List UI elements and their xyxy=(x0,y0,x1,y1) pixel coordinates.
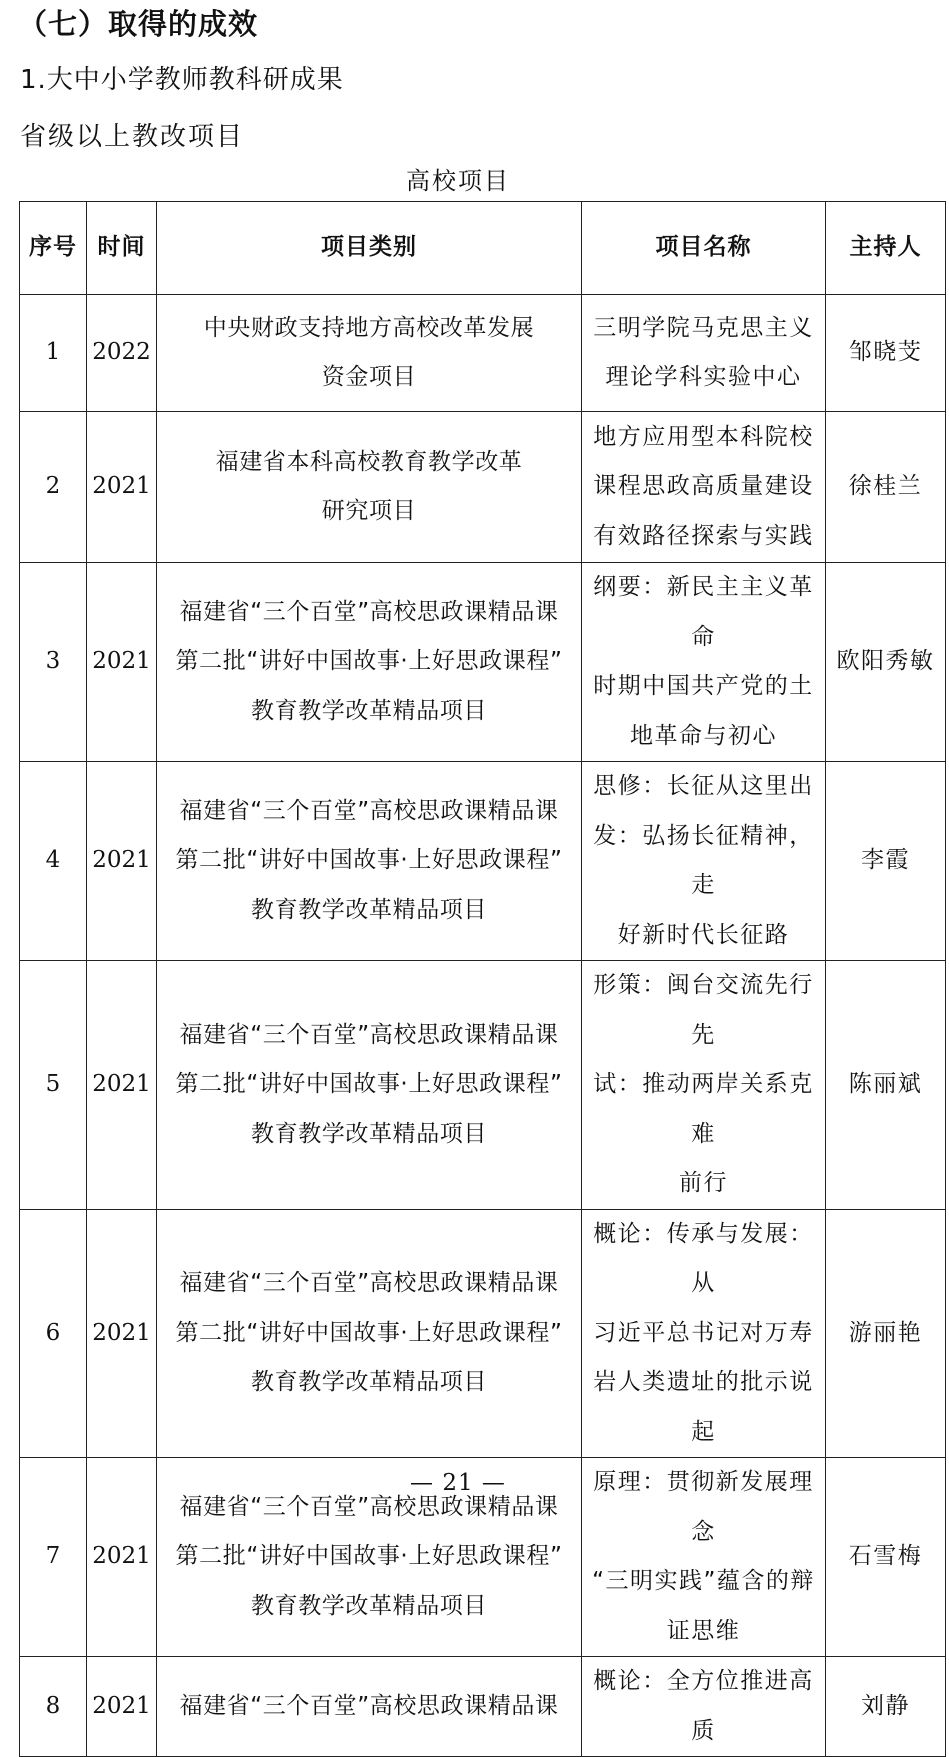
row-host: 欧阳秀敏 xyxy=(826,563,946,762)
row-year: 2021 xyxy=(87,1657,157,1757)
row-year: 2021 xyxy=(87,1458,157,1657)
row-host: 邹晓芠 xyxy=(826,295,946,412)
table-header-row xyxy=(20,202,946,295)
row-index: 1 xyxy=(20,295,87,412)
table-row xyxy=(20,563,946,762)
row-host: 李霞 xyxy=(826,762,946,961)
table-row xyxy=(20,762,946,961)
header-year: 时间 xyxy=(87,202,157,295)
row-category: 福建省“三个百堂”高校思政课精品课 第二批“讲好中国故事·上好思政课程” 教育教学改革精品项目 xyxy=(157,961,582,1210)
row-project-name: 形策：闽台交流先行先 试：推动两岸关系克难 前行 xyxy=(582,961,826,1210)
row-host: 陈丽斌 xyxy=(826,961,946,1210)
row-project-name: 思修：长征从这里出 发：弘扬长征精神，走 好新时代长征路 xyxy=(582,762,826,961)
table-row xyxy=(20,961,946,1210)
row-index: 7 xyxy=(20,1458,87,1657)
row-category: 福建省“三个百堂”高校思政课精品课 第二批“讲好中国故事·上好思政课程” 教育教学改革精品项目 xyxy=(157,1458,582,1657)
header-index: 序号 xyxy=(20,202,87,295)
table-row xyxy=(20,1209,946,1458)
row-year: 2022 xyxy=(87,295,157,412)
page-number: — 21 — xyxy=(410,1470,506,1496)
header-project-name: 项目名称 xyxy=(582,202,826,295)
row-host: 游丽艳 xyxy=(826,1209,946,1458)
row-year: 2021 xyxy=(87,563,157,762)
header-host: 主持人 xyxy=(826,202,946,295)
row-host: 石雪梅 xyxy=(826,1458,946,1657)
projects-table xyxy=(19,201,946,1757)
row-category: 福建省“三个百堂”高校思政课精品课 xyxy=(157,1657,582,1757)
row-project-name: 三明学院马克思主义 理论学科实验中心 xyxy=(582,295,826,412)
row-year: 2021 xyxy=(87,762,157,961)
row-index: 6 xyxy=(20,1209,87,1458)
section-heading: （七）取得的成效 xyxy=(18,7,259,41)
row-year: 2021 xyxy=(87,961,157,1210)
row-category: 福建省“三个百堂”高校思政课精品课 第二批“讲好中国故事·上好思政课程” 教育教学改革精品项目 xyxy=(157,1209,582,1458)
row-project-name: 原理：贯彻新发展理念 “三明实践”蕴含的辩 证思维 xyxy=(582,1458,826,1657)
row-index: 5 xyxy=(20,961,87,1210)
table-row xyxy=(20,295,946,412)
row-category: 福建省“三个百堂”高校思政课精品课 第二批“讲好中国故事·上好思政课程” 教育教学改革精品项目 xyxy=(157,563,582,762)
row-project-name: 概论：传承与发展：从 习近平总书记对万寿 岩人类遗址的批示说 起 xyxy=(582,1209,826,1458)
table-row xyxy=(20,1657,946,1757)
row-year: 2021 xyxy=(87,412,157,563)
subsub-heading: 省级以上教改项目 xyxy=(20,122,245,152)
row-category: 中央财政支持地方高校改革发展 资金项目 xyxy=(157,295,582,412)
row-index: 3 xyxy=(20,563,87,762)
table-caption: 高校项目 xyxy=(406,167,510,195)
row-category: 福建省本科高校教育教学改革 研究项目 xyxy=(157,412,582,563)
table-row xyxy=(20,412,946,563)
sub-heading: 1.大中小学教师教科研成果 xyxy=(20,65,344,95)
row-project-name: 纲要：新民主主义革命 时期中国共产党的土 地革命与初心 xyxy=(582,563,826,762)
row-index: 8 xyxy=(20,1657,87,1757)
row-host: 徐桂兰 xyxy=(826,412,946,563)
row-host: 刘静 xyxy=(826,1657,946,1757)
header-category: 项目类别 xyxy=(157,202,582,295)
row-project-name: 概论：全方位推进高质 xyxy=(582,1657,826,1757)
row-category: 福建省“三个百堂”高校思政课精品课 第二批“讲好中国故事·上好思政课程” 教育教学改革精品项目 xyxy=(157,762,582,961)
row-year: 2021 xyxy=(87,1209,157,1458)
row-index: 4 xyxy=(20,762,87,961)
row-index: 2 xyxy=(20,412,87,563)
row-project-name: 地方应用型本科院校 课程思政高质量建设 有效路径探索与实践 xyxy=(582,412,826,563)
